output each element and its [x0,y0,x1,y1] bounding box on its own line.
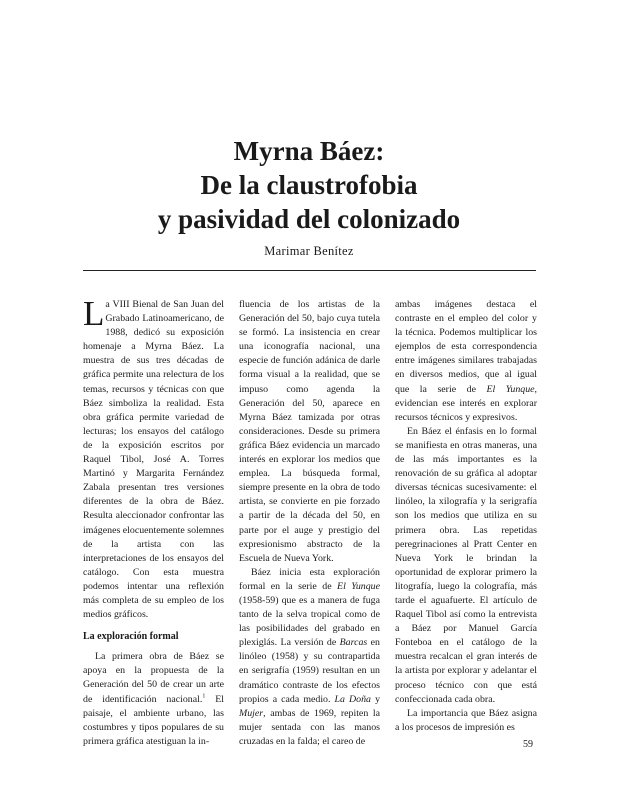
paragraph-text: La primera obra de Báez se apoya en la propuesta de la Generación del 50 de crear un arte de identificación nacional. [83,651,224,705]
artwork-title: El Yunque [337,580,381,592]
article-title [0,134,618,236]
paragraph [239,566,380,749]
text-column-1 [83,294,224,749]
paragraph [239,298,380,566]
paragraph-text: El paisaje, el ambiente urbano, las costumbres y tipos populares de su primera gráfica atestiguan la in- [83,693,224,747]
paragraph-text: La importancia que Báez asigna a los procesos de impresión es [395,707,537,733]
section-heading: La exploración formal [83,631,179,643]
paragraph [395,707,537,735]
text-column-3 [395,298,537,735]
paragraph-text: Báez inicia esta exploración formal en la serie de [239,566,380,592]
title-line-1: Myrna Báez: [233,136,385,166]
drop-cap: L [83,294,105,333]
title-line-3: y pasividad del colonizado [157,204,461,234]
paragraph-text: y [371,693,381,705]
paragraph-text: ambas imágenes destaca el contraste en el empleo del color y la técnica. Podemos multiplicar los ejemplos de esta correspondencia entre imágenes similares trabajadas en diversos medios, que al igual que la serie de [395,299,537,395]
page-number: 59 [523,739,533,750]
paragraph [83,650,224,749]
title-divider [83,270,536,271]
paragraph-text: en linóleo (1958) y su contrapartida en serigrafía (1959) resultan en un dramático contraste de los efectos propios a cada medio. [239,637,380,705]
footnote-marker: 1 [202,693,206,700]
paragraph-text: (1958-59) que es a manera de fuga tanto de la selva tropical como de las posibilidades del grabado en plexiglás. La versión de [239,594,380,649]
artwork-title: La Doña [334,693,371,705]
paragraph-text: , ambas de 1969, repiten la mujer sentada con las manos cruzadas en la falda; el careo de [239,707,380,747]
author-byline: Marimar Benítez [264,244,354,258]
text-column-2 [239,298,380,749]
paragraph-text: fluencia de los artistas de la Generación del 50, bajo cuya tutela se formó. La insistencia en crear una iconografía nacional, una especie de función adánica de darle forma visual a la realidad, que se impuso como agenda la Generación del 50, aparece en Myrna Báez tamizada por otras consideraciones. Desde su primera gráfica Báez evidencia un marcado interés en explorar los medios que emplea. La búsqueda formal, siempre presente en la obra de todo artista, se convierte en pie forzado a partir de la década del 50, en parte por el auge y prestigio del expresionismo abstracto de la Escuela de Nueva York. [239,299,380,564]
paragraph [83,294,224,622]
paragraph-text: En Báez el énfasis en lo formal se manifiesta en otras maneras, una de las más importantes es la renovación de su gráfica al adoptar diversas técnicas sucesivamente: el linóleo, la xilografía y la serigrafía son los medios que utiliza en su primera obra. Las repetidas peregrinaciones al Pratt Center en Nueva York le brindan la oportunidad de explorar primero la litografía, luego la colografía, más tarde el aguafuerte. El artículo de Raquel Tibol así como la entrevista a Báez por Manuel García Fonteboa en el catálogo de la muestra recalcan el gran interés de la artista por explorar y adelantar el proceso técnico con que está confeccionada cada obra. [395,425,537,705]
artwork-title: Mujer [239,707,264,719]
artwork-title: El Yunque [486,383,535,395]
paragraph [395,425,537,707]
paragraph [395,298,537,425]
title-line-2: De la claustrofobia [200,170,418,200]
artwork-title: Barcas [339,637,368,649]
paragraph-text: a VIII Bienal de San Juan del Grabado Latinoamericano, de 1988, dedicó su exposición homenaje a Myrna Báez. La muestra de sus tres décadas de gráfica permite una relectura de los temas, recursos y técnicas con que Báez simboliza la realidad. Esta obra gráfica permite variedad de lecturas; los ensayos del catálogo de la exposición escritos por Raquel Tibol, José A. Torres Martinó y Margarita Fernández Zabala presentan tres versiones diferentes de la obra de Báez. Resulta aleccionador confrontar las imágenes elocuentemente solemnes de la artista con las interpretaciones de los ensayos del catálogo. Con esta muestra podemos intentar una reflexión más completa de su empleo de los medios gráficos. [83,299,224,621]
paragraph-text: , evidencian ese interés en explorar recursos técnicos y expresivos. [395,383,537,423]
